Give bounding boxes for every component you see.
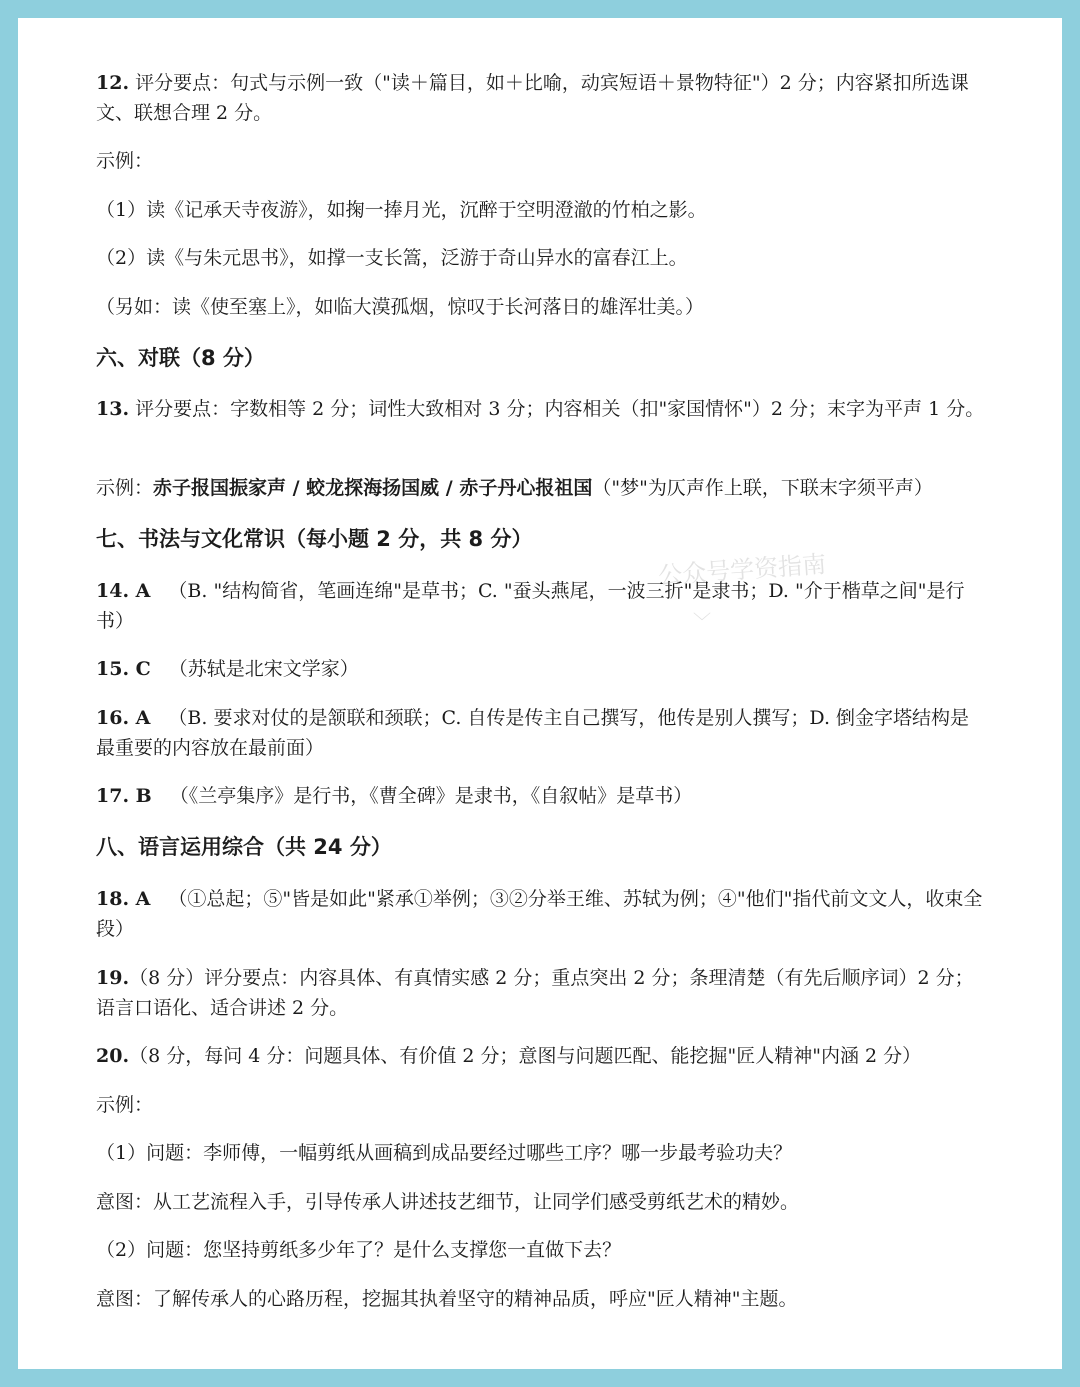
q13-example-couplets: 赤子报国振家声 / 蛟龙探海扬国威 / 赤子丹心报祖国 — [153, 477, 593, 499]
q18-number: 18. A — [96, 888, 151, 910]
q12-example-1: （1）读《记承天寺夜游》，如掬一捧月光，沉醉于空明澄澈的竹柏之影。 — [96, 199, 707, 221]
q17-number: 17. B — [96, 785, 152, 807]
q15-number: 15. C — [96, 658, 151, 680]
q17-text: （《兰亭集序》是行书，《曹全碑》是隶书，《自叙帖》是草书） — [169, 785, 693, 807]
q17-item — [96, 781, 988, 811]
section-7-heading: 七、书法与文化常识（每小题 2 分，共 8 分） — [96, 527, 533, 551]
q20-number: 20. — [96, 1045, 130, 1067]
q16-number: 16. A — [96, 707, 151, 729]
answer-sheet — [18, 18, 1062, 1369]
q16-text: （B. 要求对仗的是颔联和颈联；C. 自传是传主自己撰写，他传是别人撰写；D. 倒金字塔结构是最重要的内容放在最前面） — [96, 707, 970, 759]
q19-item — [96, 963, 988, 1023]
q18-item — [96, 884, 988, 944]
watermark-text: 公众号学资指南 — [657, 550, 827, 590]
q14-text: （B. "结构简省，笔画连绵"是草书；C. "蚕头燕尾，一波三折"是隶书；D. "介于楷草之间"是行书） — [96, 580, 965, 632]
q20-question-2: （2）问题：您坚持剪纸多少年了？是什么支撑您一直做下去？ — [96, 1239, 622, 1261]
q12-number: 12. — [96, 72, 130, 94]
q20-example-label: 示例： — [96, 1094, 154, 1116]
q12-text: 评分要点：句式与示例一致（"读＋篇目，如＋比喻，动宾短语＋景物特征"）2 分；内容紧扣所选课文、联想合理 2 分。 — [96, 72, 969, 124]
q14-number: 14. A — [96, 580, 151, 602]
q20-intent-2: 意图：了解传承人的心路历程，挖掘其执着坚守的精神品质，呼应"匠人精神"主题。 — [96, 1288, 798, 1310]
q16-item — [96, 703, 988, 763]
q12-example-label: 示例： — [96, 150, 154, 172]
q20-question-1: （1）问题：李师傅，一幅剪纸从画稿到成品要经过哪些工序？哪一步最考验功夫？ — [96, 1142, 793, 1164]
q13-example — [96, 473, 988, 503]
q20-item — [96, 1041, 988, 1071]
q19-text: （8 分）评分要点：内容具体、有真情实感 2 分；重点突出 2 分；条理清楚（有先后顺序词）2 分；语言口语化、适合讲述 2 分。 — [96, 967, 974, 1019]
q19-number: 19. — [96, 967, 130, 989]
q14-item — [96, 576, 988, 636]
q13-number: 13. — [96, 398, 130, 420]
watermark-chevron-icon: ﹀ — [693, 612, 711, 633]
q13-example-note: （"梦"为仄声作上联，下联末字须平声） — [592, 477, 933, 499]
q15-item — [96, 654, 988, 684]
q12-example-2: （2）读《与朱元思书》，如撑一支长篙，泛游于奇山异水的富春江上。 — [96, 247, 688, 269]
q20-text: （8 分，每问 4 分：问题具体、有价值 2 分；意图与问题匹配、能挖掘"匠人精神"内涵 2 分） — [129, 1045, 922, 1067]
q20-intent-1: 意图：从工艺流程入手，引导传承人讲述技艺细节，让同学们感受剪纸艺术的精妙。 — [96, 1191, 800, 1213]
q12-example-3: （另如：读《使至塞上》，如临大漠孤烟，惊叹于长河落日的雄浑壮美。） — [96, 296, 705, 318]
q13-example-label: 示例： — [96, 477, 154, 499]
section-6-heading: 六、对联（8 分） — [96, 346, 265, 370]
q18-text: （①总起；⑤"皆是如此"紧承①举例；③②分举王维、苏轼为例；④"他们"指代前文文人，收束全段） — [96, 888, 983, 940]
q13-item — [96, 394, 988, 424]
q13-text: 评分要点：字数相等 2 分；词性大致相对 3 分；内容相关（扣"家国情怀"）2 分；末字为平声 1 分。 — [135, 398, 985, 420]
q12-item — [96, 68, 988, 128]
q15-text: （苏轼是北宋文学家） — [168, 658, 359, 680]
section-8-heading: 八、语言运用综合（共 24 分） — [96, 835, 392, 859]
